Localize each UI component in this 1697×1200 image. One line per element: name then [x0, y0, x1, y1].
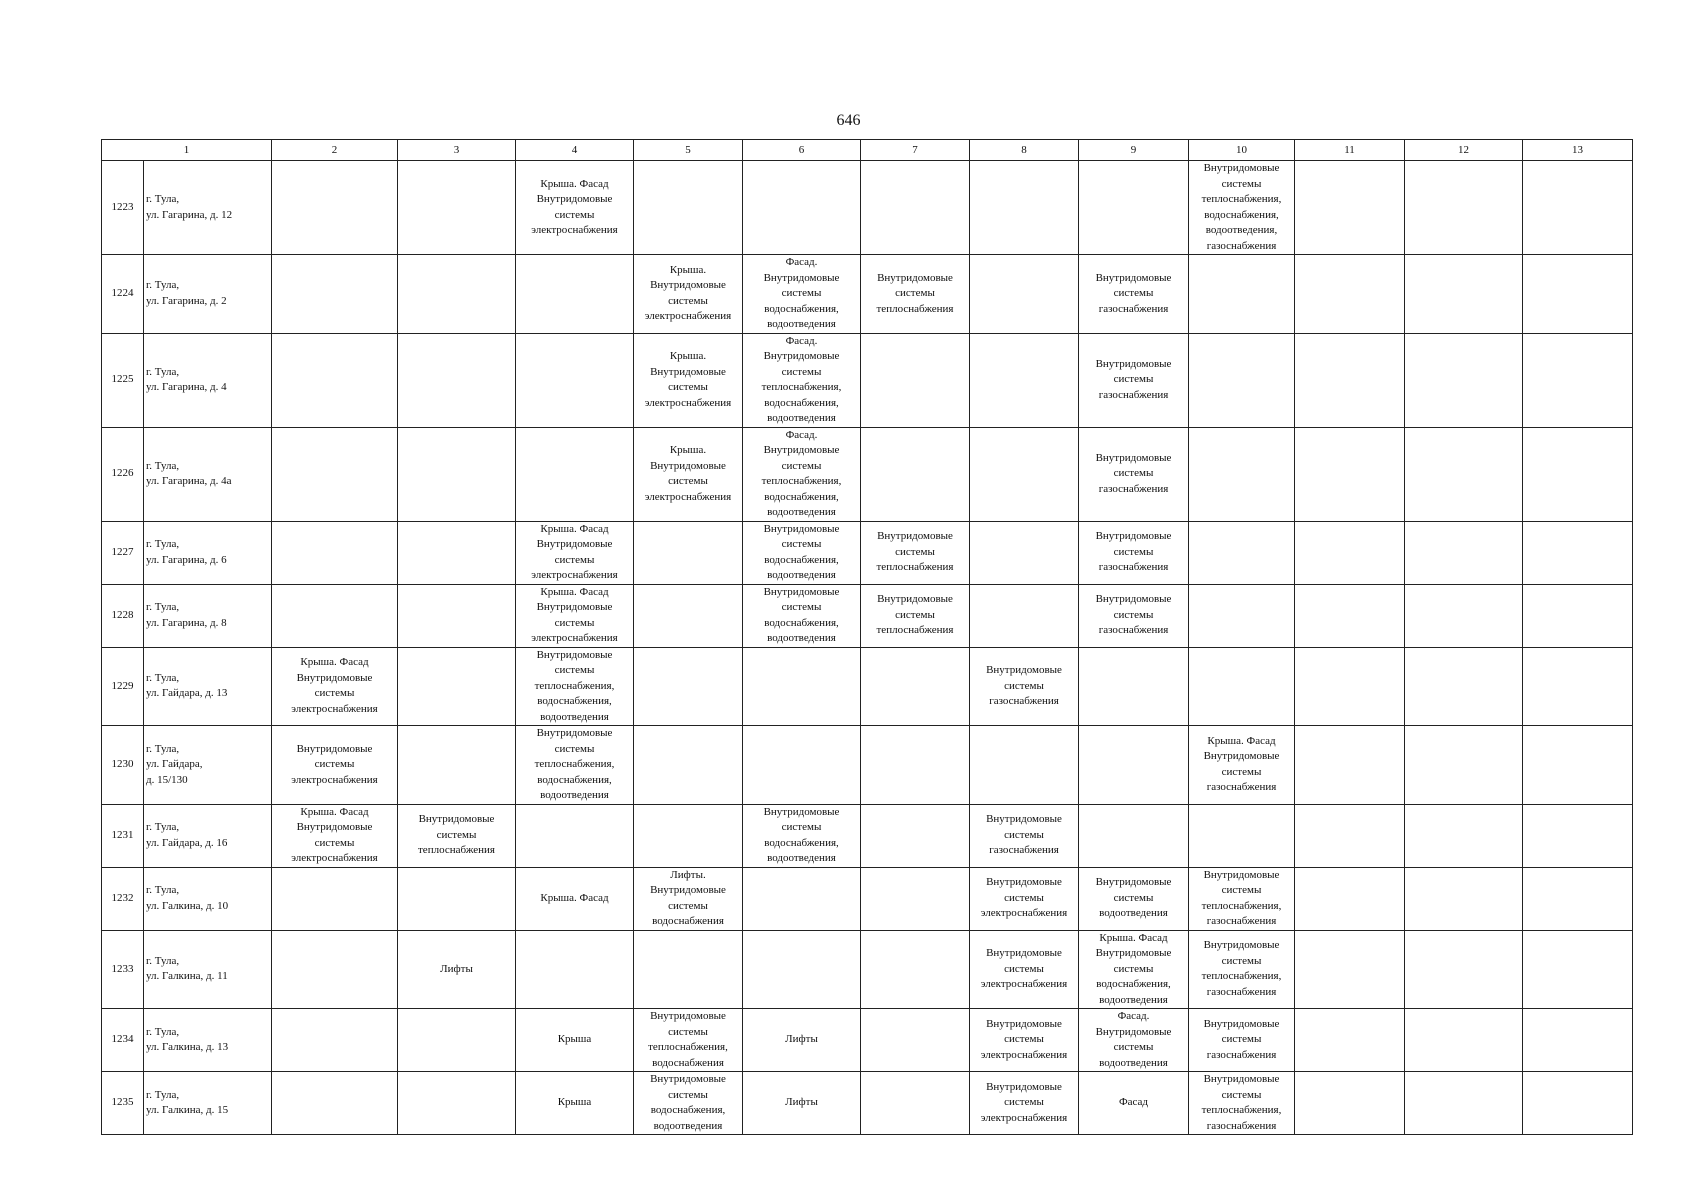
work-cell: Крыша: [516, 1009, 634, 1072]
work-cell: [1405, 255, 1523, 334]
work-cell: Лифты: [743, 1072, 861, 1135]
column-number-row: [102, 140, 1633, 161]
work-cell: Крыша. Фасад Внутридомовые системы электроснабжения: [272, 647, 398, 726]
address-cell: г. Тула, ул. Гайдара, д. 16: [144, 804, 272, 867]
work-cell: Фасад: [1079, 1072, 1189, 1135]
address-cell: г. Тула, ул. Гагарина, д. 2: [144, 255, 272, 334]
work-cell: Фасад. Внутридомовые системы теплоснабжения, водоснабжения, водоотведения: [743, 333, 861, 427]
work-cell: [516, 333, 634, 427]
column-header: 3: [398, 140, 516, 161]
work-cell: [743, 930, 861, 1009]
work-cell: Внутридомовые системы газоснабжения: [1079, 584, 1189, 647]
row-number: 1231: [102, 804, 144, 867]
column-header: 5: [634, 140, 743, 161]
work-cell: Крыша. Внутридомовые системы электроснабжения: [634, 333, 743, 427]
work-cell: Внутридомовые системы электроснабжения: [970, 867, 1079, 930]
work-cell: [1523, 647, 1633, 726]
row-number: 1229: [102, 647, 144, 726]
work-cell: Внутридомовые системы электроснабжения: [970, 930, 1079, 1009]
work-cell: [970, 427, 1079, 521]
repair-schedule-table: [101, 139, 1633, 1135]
work-cell: Внутридомовые системы электроснабжения: [272, 726, 398, 805]
work-cell: [861, 804, 970, 867]
address-cell: г. Тула, ул. Гагарина, д. 4: [144, 333, 272, 427]
table-row: [102, 1072, 1633, 1135]
table-row: [102, 333, 1633, 427]
work-cell: [1295, 867, 1405, 930]
work-cell: [1405, 521, 1523, 584]
work-cell: [272, 584, 398, 647]
work-cell: [1295, 521, 1405, 584]
work-cell: [1405, 1072, 1523, 1135]
work-cell: [1079, 161, 1189, 255]
work-cell: [1405, 930, 1523, 1009]
row-number: 1232: [102, 867, 144, 930]
work-cell: Фасад. Внутридомовые системы теплоснабжения, водоснабжения, водоотведения: [743, 427, 861, 521]
work-cell: [1523, 584, 1633, 647]
work-cell: [970, 333, 1079, 427]
work-cell: [1405, 161, 1523, 255]
work-cell: Внутридомовые системы теплоснабжения, газоснабжения: [1189, 867, 1295, 930]
work-cell: [1189, 647, 1295, 726]
work-cell: [1523, 333, 1633, 427]
work-cell: [1405, 804, 1523, 867]
work-cell: [398, 427, 516, 521]
row-number: 1233: [102, 930, 144, 1009]
work-cell: [398, 521, 516, 584]
work-cell: [970, 521, 1079, 584]
work-cell: [1079, 647, 1189, 726]
work-cell: Внутридомовые системы водоснабжения, водоотведения: [743, 804, 861, 867]
row-number: 1234: [102, 1009, 144, 1072]
work-cell: Крыша: [516, 1072, 634, 1135]
work-cell: [1405, 1009, 1523, 1072]
work-cell: [861, 427, 970, 521]
column-header: 8: [970, 140, 1079, 161]
address-cell: г. Тула, ул. Гайдара, д. 13: [144, 647, 272, 726]
work-cell: [861, 1072, 970, 1135]
work-cell: Крыша. Внутридомовые системы электроснабжения: [634, 427, 743, 521]
work-cell: Крыша. Фасад: [516, 867, 634, 930]
work-cell: Крыша. Фасад Внутридомовые системы газоснабжения: [1189, 726, 1295, 805]
work-cell: [634, 521, 743, 584]
work-cell: [1523, 804, 1633, 867]
address-cell: г. Тула, ул. Гайдара, д. 15/130: [144, 726, 272, 805]
work-cell: Внутридомовые системы теплоснабжения, водоснабжения: [634, 1009, 743, 1072]
work-cell: [398, 867, 516, 930]
work-cell: [272, 427, 398, 521]
work-cell: [272, 930, 398, 1009]
work-cell: [1523, 1072, 1633, 1135]
work-cell: [398, 1009, 516, 1072]
work-cell: Крыша. Фасад Внутридомовые системы электроснабжения: [516, 584, 634, 647]
work-cell: [1523, 867, 1633, 930]
work-cell: [861, 930, 970, 1009]
work-cell: Внутридомовые системы водоснабжения, водоотведения: [743, 584, 861, 647]
work-cell: Фасад. Внутридомовые системы водоотведения: [1079, 1009, 1189, 1072]
work-cell: Крыша. Фасад Внутридомовые системы электроснабжения: [516, 521, 634, 584]
work-cell: Внутридомовые системы теплоснабжения: [861, 255, 970, 334]
work-cell: [272, 161, 398, 255]
work-cell: [1295, 427, 1405, 521]
work-cell: [1295, 930, 1405, 1009]
table-body: [102, 161, 1633, 1135]
table-row: [102, 521, 1633, 584]
work-cell: [516, 930, 634, 1009]
address-cell: г. Тула, ул. Галкина, д. 11: [144, 930, 272, 1009]
work-cell: [1079, 726, 1189, 805]
work-cell: Внутридомовые системы теплоснабжения, водоснабжения, водоотведения: [516, 647, 634, 726]
work-cell: Крыша. Фасад Внутридомовые системы электроснабжения: [272, 804, 398, 867]
work-cell: Внутридомовые системы теплоснабжения, водоснабжения, водоотведения: [516, 726, 634, 805]
work-cell: [1405, 584, 1523, 647]
column-header: 2: [272, 140, 398, 161]
work-cell: Внутридомовые системы теплоснабжения: [861, 521, 970, 584]
column-header: 12: [1405, 140, 1523, 161]
work-cell: [861, 333, 970, 427]
work-cell: [1523, 427, 1633, 521]
work-cell: [861, 867, 970, 930]
work-cell: [1189, 255, 1295, 334]
row-number: 1227: [102, 521, 144, 584]
address-cell: г. Тула, ул. Гагарина, д. 6: [144, 521, 272, 584]
work-cell: Внутридомовые системы теплоснабжения, газоснабжения: [1189, 930, 1295, 1009]
work-cell: [272, 255, 398, 334]
table-row: [102, 930, 1633, 1009]
work-cell: [634, 726, 743, 805]
address-cell: г. Тула, ул. Галкина, д. 10: [144, 867, 272, 930]
column-header: 1: [102, 140, 272, 161]
work-cell: Внутридомовые системы теплоснабжения, газоснабжения: [1189, 1072, 1295, 1135]
row-number: 1223: [102, 161, 144, 255]
work-cell: [861, 726, 970, 805]
row-number: 1224: [102, 255, 144, 334]
work-cell: [1189, 521, 1295, 584]
work-cell: Внутридомовые системы газоснабжения: [1079, 255, 1189, 334]
work-cell: [1295, 1009, 1405, 1072]
work-cell: Внутридомовые системы водоотведения: [1079, 867, 1189, 930]
work-cell: [1405, 427, 1523, 521]
work-cell: Внутридомовые системы теплоснабжения, водоснабжения, водоотведения, газоснабжения: [1189, 161, 1295, 255]
table-row: [102, 161, 1633, 255]
work-cell: [970, 726, 1079, 805]
table-row: [102, 726, 1633, 805]
work-cell: [1405, 726, 1523, 805]
work-cell: [634, 584, 743, 647]
work-cell: Внутридомовые системы электроснабжения: [970, 1009, 1079, 1072]
row-number: 1226: [102, 427, 144, 521]
work-cell: [1405, 867, 1523, 930]
row-number: 1230: [102, 726, 144, 805]
row-number: 1225: [102, 333, 144, 427]
work-cell: [398, 333, 516, 427]
work-cell: [861, 1009, 970, 1072]
column-header: 6: [743, 140, 861, 161]
work-cell: Внутридомовые системы электроснабжения: [970, 1072, 1079, 1135]
work-cell: [1295, 584, 1405, 647]
column-header: 4: [516, 140, 634, 161]
work-cell: [1523, 1009, 1633, 1072]
address-cell: г. Тула, ул. Галкина, д. 15: [144, 1072, 272, 1135]
work-cell: [743, 647, 861, 726]
work-cell: Крыша. Фасад Внутридомовые системы водоснабжения, водоотведения: [1079, 930, 1189, 1009]
work-cell: [398, 647, 516, 726]
work-cell: [398, 726, 516, 805]
work-cell: Фасад. Внутридомовые системы водоснабжения, водоотведения: [743, 255, 861, 334]
work-cell: Внутридомовые системы газоснабжения: [1189, 1009, 1295, 1072]
work-cell: [634, 161, 743, 255]
work-cell: [1295, 255, 1405, 334]
address-cell: г. Тула, ул. Гагарина, д. 12: [144, 161, 272, 255]
table-row: [102, 867, 1633, 930]
work-cell: [743, 726, 861, 805]
work-cell: [1295, 1072, 1405, 1135]
work-cell: Внутридомовые системы теплоснабжения: [861, 584, 970, 647]
work-cell: [516, 255, 634, 334]
work-cell: [1295, 161, 1405, 255]
work-cell: [1523, 930, 1633, 1009]
work-cell: [1079, 804, 1189, 867]
work-cell: [1405, 647, 1523, 726]
work-cell: [272, 333, 398, 427]
work-cell: [1189, 584, 1295, 647]
work-cell: Крыша. Внутридомовые системы электроснабжения: [634, 255, 743, 334]
work-cell: [272, 1072, 398, 1135]
address-cell: г. Тула, ул. Гагарина, д. 8: [144, 584, 272, 647]
row-number: 1228: [102, 584, 144, 647]
table-row: [102, 804, 1633, 867]
work-cell: Внутридомовые системы водоснабжения, водоотведения: [634, 1072, 743, 1135]
work-cell: [970, 255, 1079, 334]
work-cell: Лифты: [743, 1009, 861, 1072]
column-header: 13: [1523, 140, 1633, 161]
work-cell: [398, 255, 516, 334]
work-cell: [1405, 333, 1523, 427]
work-cell: Внутридомовые системы газоснабжения: [1079, 427, 1189, 521]
work-cell: [398, 584, 516, 647]
work-cell: [743, 867, 861, 930]
work-cell: [634, 930, 743, 1009]
work-cell: [1523, 255, 1633, 334]
table-row: [102, 1009, 1633, 1072]
work-cell: [1189, 427, 1295, 521]
work-cell: [970, 584, 1079, 647]
work-cell: Внутридомовые системы водоснабжения, водоотведения: [743, 521, 861, 584]
work-cell: [861, 161, 970, 255]
work-cell: [272, 1009, 398, 1072]
work-cell: [398, 1072, 516, 1135]
column-header: 11: [1295, 140, 1405, 161]
table-row: [102, 584, 1633, 647]
work-cell: Крыша. Фасад Внутридомовые системы электроснабжения: [516, 161, 634, 255]
work-cell: [1295, 726, 1405, 805]
work-cell: Внутридомовые системы газоснабжения: [1079, 521, 1189, 584]
work-cell: [1189, 804, 1295, 867]
work-cell: [861, 647, 970, 726]
work-cell: Внутридомовые системы газоснабжения: [1079, 333, 1189, 427]
page-number: 646: [836, 112, 861, 129]
work-cell: Внутридомовые системы газоснабжения: [970, 804, 1079, 867]
work-cell: [398, 161, 516, 255]
work-cell: [272, 867, 398, 930]
address-cell: г. Тула, ул. Гагарина, д. 4а: [144, 427, 272, 521]
column-header: 9: [1079, 140, 1189, 161]
work-cell: Лифты. Внутридомовые системы водоснабжения: [634, 867, 743, 930]
work-cell: [1295, 804, 1405, 867]
column-header: 10: [1189, 140, 1295, 161]
work-cell: [516, 804, 634, 867]
work-cell: [516, 427, 634, 521]
work-cell: [1189, 333, 1295, 427]
work-cell: [743, 161, 861, 255]
work-cell: [1523, 521, 1633, 584]
work-cell: [634, 804, 743, 867]
work-cell: Лифты: [398, 930, 516, 1009]
address-cell: г. Тула, ул. Галкина, д. 13: [144, 1009, 272, 1072]
work-cell: Внутридомовые системы теплоснабжения: [398, 804, 516, 867]
work-cell: [970, 161, 1079, 255]
table-row: [102, 427, 1633, 521]
work-cell: [1295, 333, 1405, 427]
table-row: [102, 255, 1633, 334]
column-header: 7: [861, 140, 970, 161]
work-cell: [1523, 161, 1633, 255]
row-number: 1235: [102, 1072, 144, 1135]
work-cell: [1523, 726, 1633, 805]
work-cell: Внутридомовые системы газоснабжения: [970, 647, 1079, 726]
work-cell: [272, 521, 398, 584]
work-cell: [634, 647, 743, 726]
work-cell: [1295, 647, 1405, 726]
table-row: [102, 647, 1633, 726]
